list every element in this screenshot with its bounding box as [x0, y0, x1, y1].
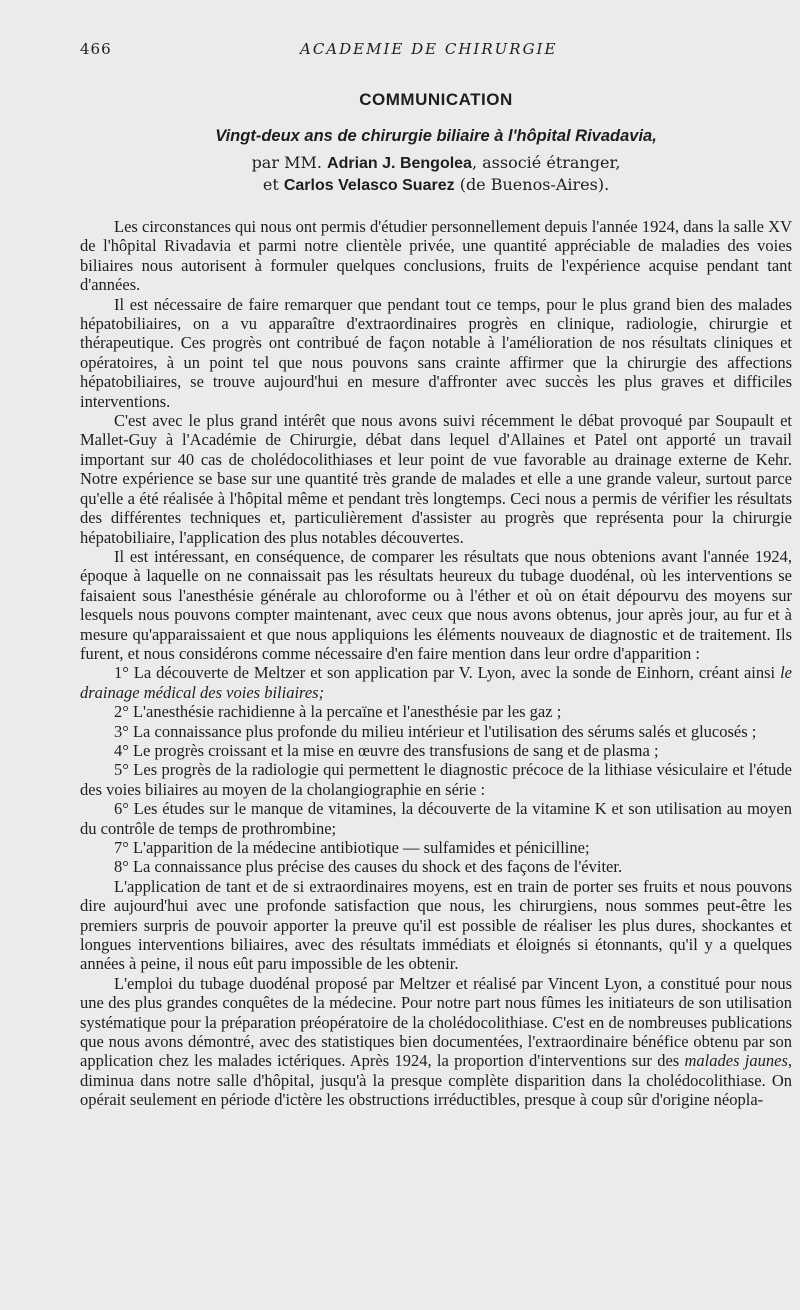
running-head — [80, 40, 792, 60]
byline-line-2 — [80, 174, 792, 196]
page-number: 466 — [80, 40, 112, 58]
list-item-6: 6° Les études sur le manque de vitamines, la découverte de la vitamine K et son utilisation au moyen du contrôle de temps de prothrombine; — [80, 799, 792, 838]
list-item-1-italic: le drainage médical des voies biliaires; — [80, 663, 792, 702]
paragraph-2: Il est nécessaire de faire remarquer que pendant tout ce temps, pour le plus grand bien des malades hépatobiliaires, on a vu apparaître d'extraordinaires progrès en clinique, radiologie, chirurgie et thérapeutique. Ces progrès ont contribué de façon notable à l'amélioration de nos résultats cliniques et opératoires, à un point tel que nous pouvons sans crainte affirmer que la chirurgie des affections hépatobiliaires, se trouve aujourd'hui en mesure d'affronter avec succès les plus graves et difficiles interventions. — [80, 294, 792, 411]
article-title: Vingt-deux ans de chirurgie biliaire à l'hôpital Rivadavia, — [215, 127, 657, 145]
byline-prefix-1: par MM. — [251, 153, 322, 172]
article-body — [80, 217, 792, 1110]
byline-line-1 — [80, 152, 792, 174]
byline-prefix-2: et — [262, 175, 279, 194]
section-heading: COMMUNICATION — [359, 90, 513, 109]
paragraph-6 — [80, 974, 792, 1110]
paragraph-6-text-a: L'emploi du tubage duodénal proposé par Meltzer et réalisé par Vincent Lyon, a constitué pour nous une des plus grandes conquêtes de la médecine. Pour notre part nous fûmes les initiateurs de son utilisation systématique pour la préparation préopératoire de la cholédocolithiase. C'est en de nombreuses publications que nous avons démontré, avec des statistiques bien documentées, l'extraordinaire bénéfice obtenu par son application chez les malades ictériques. Après 1924, la proportion d'interventions sur des — [80, 973, 792, 1071]
paragraph-6-italic: malades jaunes — [684, 1051, 788, 1071]
journal-title: ACADEMIE DE CHIRURGIE — [300, 40, 558, 58]
list-item-7: 7° L'apparition de la médecine antibiotique — sulfamides et pénicilline; — [114, 838, 590, 857]
list-item-1-text: 1° La découverte de Meltzer et son application par V. Lyon, avec la sonde de Einhorn, créant ainsi — [114, 663, 781, 683]
paragraph-4: Il est intéressant, en conséquence, de comparer les résultats que nous obtenions avant l'année 1924, époque à laquelle on ne connaissait pas les résultats heureux du tubage duodénal, où les interventions se faisaient sous l'anesthésie générale au chloroforme ou à l'éther et où on était dépourvu des moyens sur lesquels nous pouvons compter maintenant, avec ceux que nous avons obtenus, jour après jour, au fur et à mesure qu'apparaissaient et que nous appliquions les éléments nouveaux de diagnostic et de traitement. Ils furent, et nous considérons comme nécessaire d'en faire mention dans leur ordre d'apparition : — [80, 546, 792, 663]
list-item-8: 8° La connaissance plus précise des causes du shock et des façons de l'éviter. — [114, 857, 623, 877]
paragraph-6-text-b: , diminua dans notre salle d'hôpital, jusqu'à la presque complète disparition dans la cholédocolithiase. On opérait seulement en période d'ictère les obstructions irréductibles, presque à coup sûr d'origine néopla- — [80, 1051, 792, 1110]
author-name-1: Adrian J. Bengolea — [327, 155, 472, 172]
list-item-1 — [80, 663, 792, 702]
author-name-2: Carlos Velasco Suarez — [283, 177, 455, 194]
list-item-4: 4° Le progrès croissant et la mise en œuvre des transfusions de sang et de plasma ; — [114, 740, 659, 760]
list-item-5: 5° Les progrès de la radiologie qui permettent le diagnostic précoce de la lithiase vésiculaire et l'étude des voies biliaires au moyen de la cholangiographie en série : — [80, 760, 792, 799]
paragraph-1: Les circonstances qui nous ont permis d'étudier personnellement depuis l'année 1924, dans la salle XV de l'hôpital Rivadavia et parmi notre clientèle privée, une quantité appréciable de maladies des voies biliaires nous autorisent à formuler quelques conclusions, fruits de l'expérience acquise pendant tant d'années. — [80, 217, 792, 295]
byline-suffix-1: , associé étranger, — [471, 153, 621, 172]
list-item-2: 2° L'anesthésie rachidienne à la percaïne et l'anesthésie par les gaz ; — [114, 702, 562, 722]
byline — [80, 152, 792, 196]
paragraph-5: L'application de tant et de si extraordinaires moyens, est en train de porter ses fruits et nous pouvons dire aujourd'hui avec une profonde satisfaction que nous, les chirurgiens, nous sommes peut-être les premiers surpris de pouvoir apporter la preuve qu'il est possible de réaliser les plus dures, shockantes et longues interventions biliaires, avec des résultats immédiats et éloignés si étonnants, qu'il y a quelques années à peine, il nous eût paru impossible de les obtenir. — [80, 876, 792, 974]
byline-suffix-2: (de Buenos-Aires). — [454, 175, 610, 194]
paragraph-3: C'est avec le plus grand intérêt que nous avons suivi récemment le débat provoqué par Soupault et Mallet-Guy à l'Académie de Chirurgie, débat dans lequel d'Allaines et Patel ont apporté un travail important sur 40 cas de cholédocolithiases et leur point de vue favorable au drainage externe de Kehr. Notre expérience se base sur une quantité très grande de malades et elle a une grande valeur, surtout parce qu'elle a été réalisée à l'hôpital même et pendant très longtemps. Ceci nous a permis de vérifier les résultats des différentes techniques et, particulièrement d'assister au progrès que représenta pour la chirurgie hépatobiliaire, l'application des plus notables découvertes. — [80, 411, 792, 547]
list-item-3: 3° La connaissance plus profonde du milieu intérieur et l'utilisation des sérums salés et glucosés ; — [114, 721, 757, 741]
